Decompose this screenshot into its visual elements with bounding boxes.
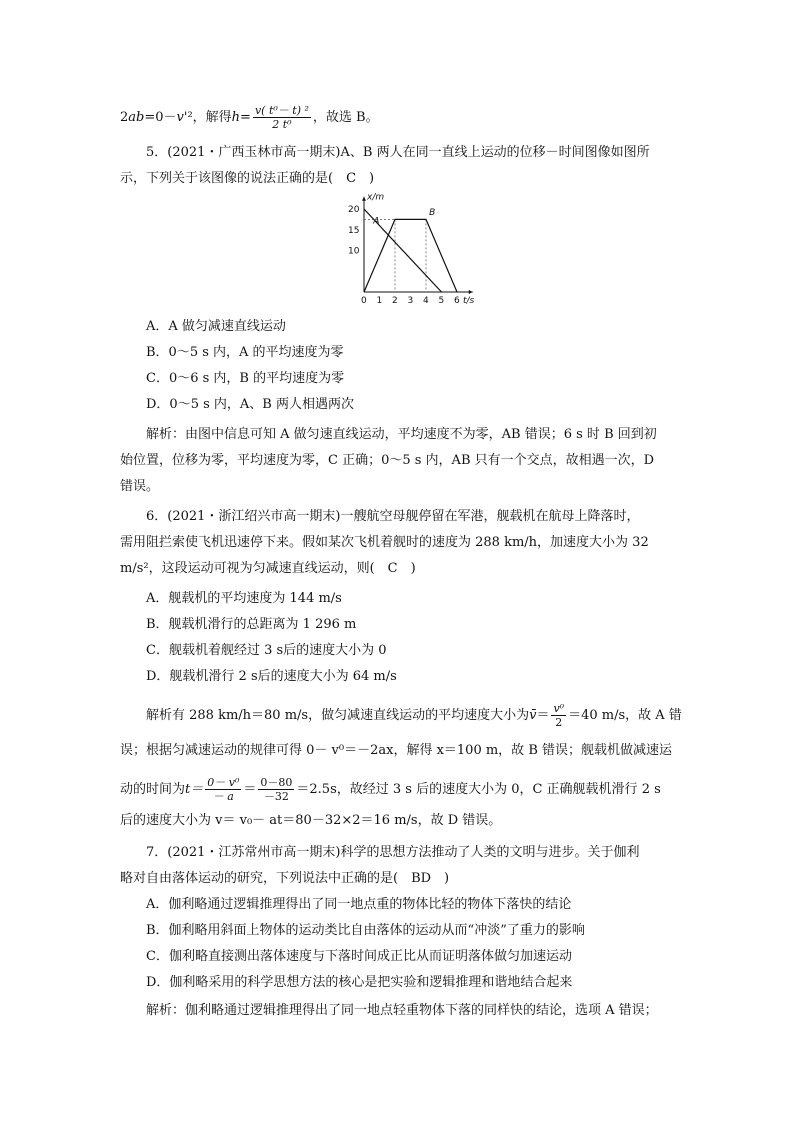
q7-stem-line2: 略对自由落体运动的研究，下列说法中正确的是( BD ) <box>120 871 450 886</box>
q5-analysis-line2: 始位置，位移为零，平均速度为零，C 正确；0～5 s 内，AB 只有一个交点，故相遇一次，D <box>120 453 655 468</box>
x-tick-label: 5 <box>438 296 445 306</box>
text: ab <box>128 110 145 125</box>
q7-stem-line1: 7．(2021・江苏常州市高一期末)科学的思想方法推动了人类的文明与进步。关于伽利 <box>146 845 640 860</box>
text: 2 <box>120 110 129 125</box>
q7-option-c: C．伽利略直接测出落体速度与下落时间成正比从而证明落体做匀加速运动 <box>146 949 572 964</box>
q5-option-d: D．0～5 s 内，A、B 两人相遇两次 <box>146 397 354 412</box>
text: 解析有 288 km/h＝80 m/s，做匀减速直线运动的平均速度大小为 <box>146 708 530 723</box>
text: v' <box>176 110 188 125</box>
fraction <box>205 776 241 803</box>
q6-analysis-line4: 后的速度大小为 v＝ v₀－ at＝80－32×2＝16 m/s，故 D 错误。 <box>120 813 502 828</box>
fraction-denominator: －32 <box>263 790 289 803</box>
q6-stem-line3: m/s²，这段运动可视为匀减速直线运动，则( C ) <box>120 561 416 576</box>
q6-analysis-line3 <box>120 776 661 803</box>
text: h <box>231 110 241 125</box>
q6-stem-line1: 6．(2021・浙江绍兴市高一期末)一艘航空母舰停留在军港，舰载机在航母上降落时， <box>146 509 640 524</box>
series-line-b <box>364 216 457 292</box>
x-axis-label: t/s <box>463 296 475 306</box>
fraction-numerator: v⁰ <box>553 702 565 715</box>
text: = <box>240 110 251 125</box>
q6-stem-line2: 需用阻拦索使飞机迅速停下来。假如某次飞机着舰时的速度为 288 km/h，加速度大小为 32 <box>120 535 649 550</box>
q5-option-b: B．0～5 s 内，A 的平均速度为零 <box>146 345 344 360</box>
text: 动的时间为 <box>120 782 186 797</box>
q6-analysis-line2: 误；根据匀减速运动的规律可得 0－ v⁰＝－2ax，解得 x＝100 m，故 B 错误；舰载机做减速运 <box>120 743 672 758</box>
q5-option-a: A．A 做匀减速直线运动 <box>146 319 286 334</box>
text: ²，解得 <box>187 110 232 125</box>
text: =0－ <box>144 110 177 125</box>
q7-analysis-line1: 解析：伽利略通过逻辑推理得出了同一地点轻重物体下落的同样快的结论，选项 A 错误； <box>146 1003 658 1018</box>
q7-option-a: A．伽利略通过逻辑推理得出了同一地点重的物体比轻的物体下落快的结论 <box>146 897 572 912</box>
q6-option-a: A．舰载机的平均速度为 144 m/s <box>146 591 342 606</box>
series-label-b: B <box>429 208 436 219</box>
q5-stem-line2: 示，下列关于该图像的说法正确的是( C ) <box>120 171 375 186</box>
fraction <box>253 104 311 131</box>
q5-analysis-line3: 错误。 <box>120 479 160 494</box>
series-label-a: A <box>373 216 380 227</box>
x-axis-arrow <box>469 290 473 294</box>
q5-option-c: C．0～6 s 内，B 的平均速度为零 <box>146 371 345 386</box>
q6-analysis-line1 <box>146 702 682 729</box>
text: t＝ <box>185 782 204 797</box>
x-tick-label: 0 <box>361 296 367 306</box>
q6-option-b: B．舰载机滑行的总距离为 1 296 m <box>146 617 357 632</box>
fraction-numerator: v( t⁰－ t) ² <box>254 104 309 117</box>
fraction-numerator: 0－ v⁰ <box>207 776 240 789</box>
formula-line <box>120 104 379 131</box>
y-tick-label: 20 <box>348 205 360 215</box>
y-axis-arrow <box>362 197 366 201</box>
x-tick-label: 6 <box>454 296 460 306</box>
y-tick-label: 15 <box>348 225 360 236</box>
text: ＝2.5s，故经过 3 s 后的速度大小为 0，C 正确舰载机滑行 2 s <box>296 782 661 797</box>
q5-analysis-line1: 解析：由图中信息可知 A 做匀速直线运动，平均速度不为零，AB 错误；6 s 时 B 回到初 <box>146 427 657 442</box>
x-tick-label: 1 <box>376 296 383 306</box>
q7-option-b: B．伽利略用斜面上物体的运动类比自由落体的运动从而“冲淡”了重力的影响 <box>146 923 585 938</box>
text: ＝40 m/s，故 A 错 <box>568 708 682 723</box>
x-tick-label: 4 <box>423 296 429 306</box>
fraction-denominator: － a <box>212 790 234 803</box>
fraction-numerator: 0－80 <box>260 776 293 789</box>
y-tick-label: 10 <box>348 246 360 257</box>
x-tick-label: 3 <box>407 296 414 306</box>
q5-stem-line1: 5．(2021・广西玉林市高一期末)A、B 两人在同一直线上运动的位移－时间图像如图所 <box>146 145 650 160</box>
fraction <box>258 776 294 803</box>
q7-option-d: D．伽利略采用的科学思想方法的核心是把实验和逻辑推理和谐地结合起来 <box>146 975 573 990</box>
text: ＝ <box>243 782 257 797</box>
q6-option-d: D．舰载机滑行 2 s后的速度大小为 64 m/s <box>146 669 397 684</box>
x-tick-label: 2 <box>392 296 398 306</box>
fraction-denominator: 2 <box>555 716 563 729</box>
position-time-chart <box>336 192 486 310</box>
text: ＝ <box>536 708 550 723</box>
text: ，故选 B。 <box>312 110 379 125</box>
fraction <box>551 702 566 729</box>
y-axis-label: x/m <box>367 192 385 203</box>
text: v̄ <box>529 708 537 723</box>
fraction-denominator: 2 t⁰ <box>272 118 292 131</box>
q6-option-c: C．舰载机着舰经过 3 s后的速度大小为 0 <box>146 643 387 658</box>
